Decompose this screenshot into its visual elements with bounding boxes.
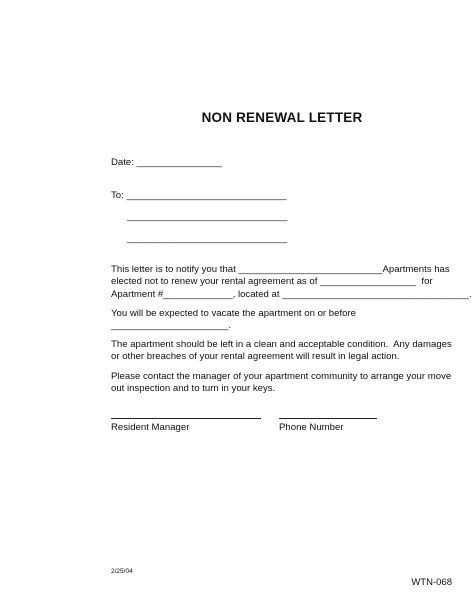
vacate-line-2: ______________________. [111, 320, 232, 332]
notice-line-2: elected not to renew your rental agreement as of __________________ for [111, 276, 433, 288]
resident-manager-signature [111, 418, 261, 434]
condition-line-2: or other breaches of your rental agreement will result in legal action. [111, 351, 400, 363]
condition-line-1: The apartment should be left in a clean and acceptable condition. Any damages [111, 339, 452, 350]
signature-rule [111, 418, 261, 419]
date-line: Date: ________________ [111, 157, 222, 168]
form-code: WTN-068 [411, 577, 452, 588]
notice-paragraph [111, 264, 472, 301]
contact-paragraph [111, 371, 456, 396]
address-line-3: ______________________________ [127, 233, 288, 244]
address-line-2: ______________________________ [127, 211, 288, 222]
to-line: To: ______________________________ [111, 190, 287, 201]
footer-date: 2/25/04 [111, 568, 133, 575]
vacate-paragraph [111, 308, 456, 333]
phone-number-signature [279, 418, 377, 434]
phone-number-label: Phone Number [279, 422, 344, 433]
contact-line-2: out inspection and to turn in your keys. [111, 383, 276, 395]
vacate-line-1: You will be expected to vacate the apartment on or before [111, 308, 356, 319]
contact-line-1: Please contact the manager of your apartment community to arrange your move [111, 371, 452, 382]
condition-paragraph [111, 339, 456, 364]
letter-title: NON RENEWAL LETTER [201, 110, 363, 125]
notice-line-3: Apartment #_____________, located at ___________________________________. [111, 288, 472, 300]
notice-line-1: This letter is to notify you that ___________________________Apartments has [111, 264, 450, 275]
resident-manager-label: Resident Manager [111, 422, 190, 433]
phone-rule [279, 418, 377, 419]
